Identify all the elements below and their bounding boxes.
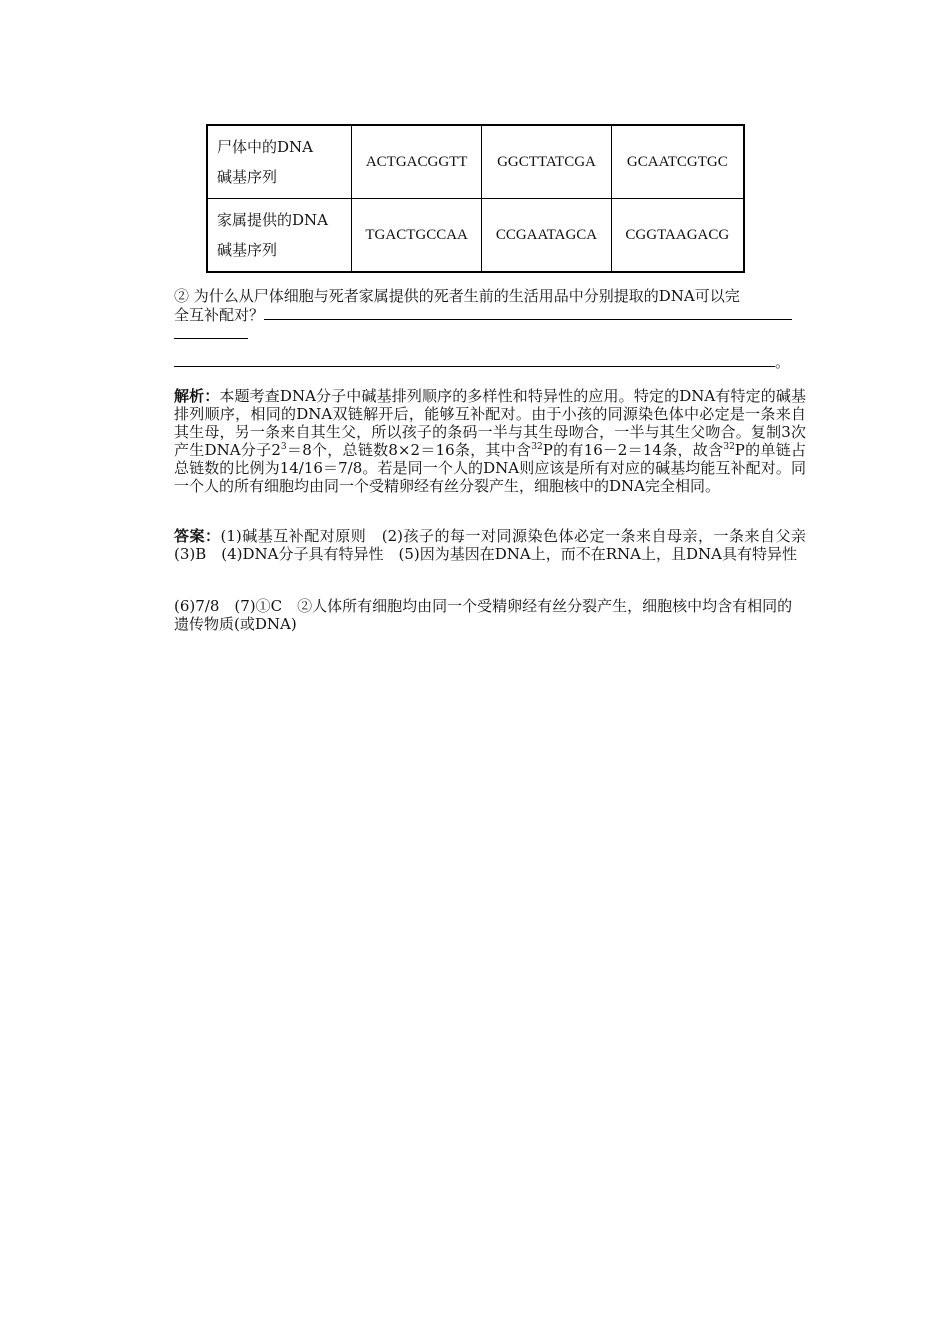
sequence-cell: GCAATCGTGC: [611, 125, 744, 199]
analysis-text: P的单链占总链数的比例为14/16＝7/8。若是同一个人的DNA则应该是所有对应的碱基均能互补配对。同一个人的所有细胞均由同一个受精卵经有丝分裂产生，细胞核中的DNA完全相同。: [174, 441, 806, 495]
sequence-cell: CCGAATAGCA: [482, 199, 611, 273]
analysis-text: 本题考查DNA分子中碱基排列顺序的多样性和特异性的应用。特定的DNA有特定的碱基排列顺序，相同的DNA双链解开后，能够互补配对。由于小孩的同源染色体中必定是一条来自其生母，另一条来自其生父，所以孩子的条码一半与其生母吻合，一半与其生父吻合。复制3次产生DNA分子2: [174, 387, 806, 459]
answer-paragraph-2: (6)7/8 (7)①C ②人体所有细胞均由同一个受精卵经有丝分裂产生，细胞核中均含有相同的遗传物质(或DNA): [174, 597, 793, 633]
analysis-paragraph: [174, 387, 806, 495]
row-label-cell: [207, 199, 351, 273]
superscript: 3: [280, 442, 287, 452]
superscript: 32: [723, 442, 735, 452]
answer-paragraph: [174, 527, 822, 563]
sequence-cell: GGCTTATCGA: [482, 125, 611, 199]
answer-text: (1)碱基互补配对原则 (2)孩子的每一对同源染色体必定一条来自母亲，一条来自父亲 (3)B (4)DNA分子具有特异性 (5)因为基因在DNA上，而不在RNA上，且DNA具有特异性: [174, 527, 822, 563]
question-line: [174, 305, 806, 324]
question-line: [174, 324, 806, 343]
analysis-label: 解析：: [174, 387, 220, 405]
row-label-line: 家属提供的DNA: [217, 211, 328, 229]
table-row: [207, 199, 744, 273]
analysis-text: ＝8个，总链数8×2＝16条，其中含: [286, 441, 532, 459]
table-row: [207, 125, 744, 199]
row-label-line: 尸体中的DNA: [217, 138, 313, 156]
sequence-cell: CGGTAAGACG: [611, 199, 744, 273]
end-mark: 。: [775, 353, 791, 371]
superscript: 32: [531, 442, 543, 452]
dna-sequence-table: [206, 124, 745, 273]
answer-label: 答案：: [174, 527, 221, 545]
question-text: ② 为什么从尸体细胞与死者家属提供的死者生前的生活用品中分别提取的DNA可以完: [174, 287, 740, 305]
answer-blank[interactable]: [174, 352, 775, 367]
analysis-text: P的有16－2＝14条，故含: [542, 441, 724, 459]
question-2: [174, 287, 806, 343]
answer-blank[interactable]: [264, 305, 792, 320]
question-text: 全互补配对？: [174, 306, 265, 324]
row-label-cell: [207, 125, 351, 199]
row-label-line: 碱基序列: [217, 241, 278, 259]
answer-blank[interactable]: [174, 324, 248, 339]
row-label-line: 碱基序列: [217, 168, 278, 186]
sequence-cell: ACTGACGGTT: [351, 125, 481, 199]
answer-line: [174, 351, 790, 372]
sequence-cell: TGACTGCCAA: [351, 199, 481, 273]
